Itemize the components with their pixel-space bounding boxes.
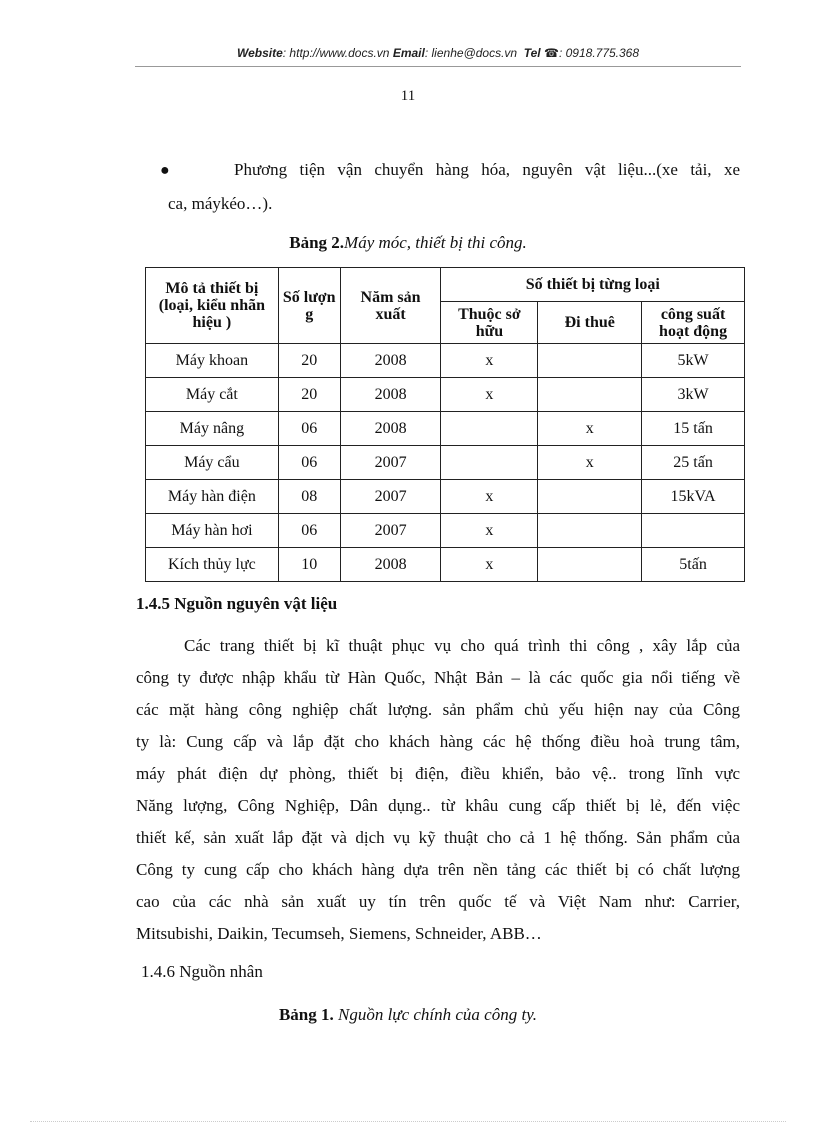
cell-name: Máy cẩu [146, 446, 279, 480]
cell-rented [538, 480, 642, 514]
bullet-dot-icon: ● [160, 162, 170, 179]
paragraph-line: Mitsubishi, Daikin, Tecumseh, Siemens, Schneider, ABB… [136, 924, 542, 943]
col-desc-header: Mô tả thiết bị (loại, kiểu nhãn hiệu ) [146, 268, 279, 344]
paragraph-line: các mặt hàng công nghiệp chất lượng. sản phẩm chủ yếu hiện nay của Công [136, 700, 740, 719]
cell-year: 2007 [340, 514, 441, 548]
table-row [146, 378, 745, 412]
cell-power: 5tấn [642, 548, 745, 582]
website-value: : http://www.docs.vn [282, 46, 390, 60]
footer-rule [30, 1121, 786, 1122]
cell-qty: 06 [278, 514, 340, 548]
paragraph-line: thiết kế, sản xuất lắp đặt và dịch vụ kỹ thuật cho cả 1 hệ thống. Sản phẩm của [136, 828, 740, 847]
cell-name: Máy cắt [146, 378, 279, 412]
tel-value: : 0918.775.368 [558, 46, 640, 60]
table-row [146, 548, 745, 582]
cell-owned: x [441, 344, 538, 378]
cell-qty: 08 [278, 480, 340, 514]
cell-year: 2008 [340, 412, 441, 446]
table2-caption-title: Máy móc, thiết bị thi công. [344, 233, 527, 252]
table1-caption-title: Nguồn lực chính của công ty. [337, 1005, 538, 1024]
cell-name: Máy khoan [146, 344, 279, 378]
table-header-row [146, 268, 745, 302]
cell-owned [441, 446, 538, 480]
table-row [146, 480, 745, 514]
table2-caption [0, 233, 816, 253]
cell-owned: x [441, 548, 538, 582]
cell-name: Máy hàn hơi [146, 514, 279, 548]
cell-owned: x [441, 378, 538, 412]
cell-rented: x [538, 412, 642, 446]
paragraph-line: ty là: Cung cấp và lắp đặt cho khách hàng các hệ thống điều hoà trung tâm, [136, 732, 740, 751]
col-owned-header: Thuộc sở hữu [441, 302, 538, 344]
section-title-146: 1.4.6 Nguồn nhân [141, 962, 263, 981]
cell-year: 2007 [340, 480, 441, 514]
page-number: 11 [400, 88, 416, 104]
paragraph-line: cao của các nhà sản xuất uy tín trên quốc tế và Việt Nam như: Carrier, [136, 892, 740, 911]
paragraph-line: Năng lượng, Công Nghiệp, Dân dụng.. từ khâu cung cấp thiết bị lẻ, đến việc [136, 796, 740, 815]
cell-qty: 20 [278, 378, 340, 412]
page-header [135, 46, 741, 60]
table-row [146, 446, 745, 480]
bullet-line-2: ca, máykéo…). [168, 194, 273, 213]
cell-year: 2008 [340, 344, 441, 378]
email-value: : lienhe@docs.vn [424, 46, 518, 60]
header-rule [135, 66, 741, 67]
cell-qty: 06 [278, 446, 340, 480]
cell-owned: x [441, 514, 538, 548]
email-label: Email [392, 46, 425, 60]
cell-power [642, 514, 745, 548]
cell-name: Kích thủy lực [146, 548, 279, 582]
cell-name: Máy nâng [146, 412, 279, 446]
tel-label: Tel [523, 46, 541, 60]
col-year-header: Năm sản xuất [340, 268, 441, 344]
table-row [146, 514, 745, 548]
cell-name: Máy hàn điện [146, 480, 279, 514]
cell-power: 3kW [642, 378, 745, 412]
paragraph-line: Các trang thiết bị kĩ thuật phục vụ cho quá trình thi công , xây lắp của [184, 636, 740, 655]
paragraph-line: máy phát điện dự phòng, thiết bị điện, điều khiển, bảo vệ.. trong lĩnh vực [136, 764, 740, 783]
col-rented-header: Đi thuê [538, 302, 642, 344]
phone-icon: ☎ [544, 46, 559, 60]
col-qty-header: Số lượn g [278, 268, 340, 344]
cell-rented [538, 378, 642, 412]
paragraph-line: công ty được nhập khẩu từ Hàn Quốc, Nhật Bản – là các quốc gia nổi tiếng về [136, 668, 740, 687]
table1-caption [0, 1005, 816, 1025]
paragraph-line: Công ty cung cấp cho khách hàng dựa trên nền tảng các thiết bị có chất lượng [136, 860, 740, 879]
table2-caption-label: Bảng 2. [289, 233, 345, 252]
cell-rented [538, 344, 642, 378]
website-label: Website [236, 46, 283, 60]
cell-qty: 10 [278, 548, 340, 582]
bullet-line-1: Phương tiện vận chuyển hàng hóa, nguyên vật liệu...(xe tải, xe [234, 160, 740, 179]
cell-qty: 20 [278, 344, 340, 378]
equipment-table [145, 267, 745, 582]
cell-rented [538, 514, 642, 548]
col-group-header: Số thiết bị từng loại [441, 268, 745, 302]
cell-power: 15 tấn [642, 412, 745, 446]
cell-year: 2008 [340, 548, 441, 582]
body-paragraph [136, 630, 740, 950]
cell-power: 25 tấn [642, 446, 745, 480]
cell-year: 2007 [340, 446, 441, 480]
cell-power: 15kVA [642, 480, 745, 514]
cell-owned: x [441, 480, 538, 514]
cell-power: 5kW [642, 344, 745, 378]
table1-caption-label: Bảng 1. [278, 1005, 334, 1024]
cell-rented: x [538, 446, 642, 480]
col-power-header: công suất hoạt động [642, 302, 745, 344]
cell-rented [538, 548, 642, 582]
table-row [146, 412, 745, 446]
cell-owned [441, 412, 538, 446]
table-row [146, 344, 745, 378]
section-title-145: 1.4.5 Nguồn nguyên vật liệu [136, 594, 338, 613]
cell-year: 2008 [340, 378, 441, 412]
cell-qty: 06 [278, 412, 340, 446]
